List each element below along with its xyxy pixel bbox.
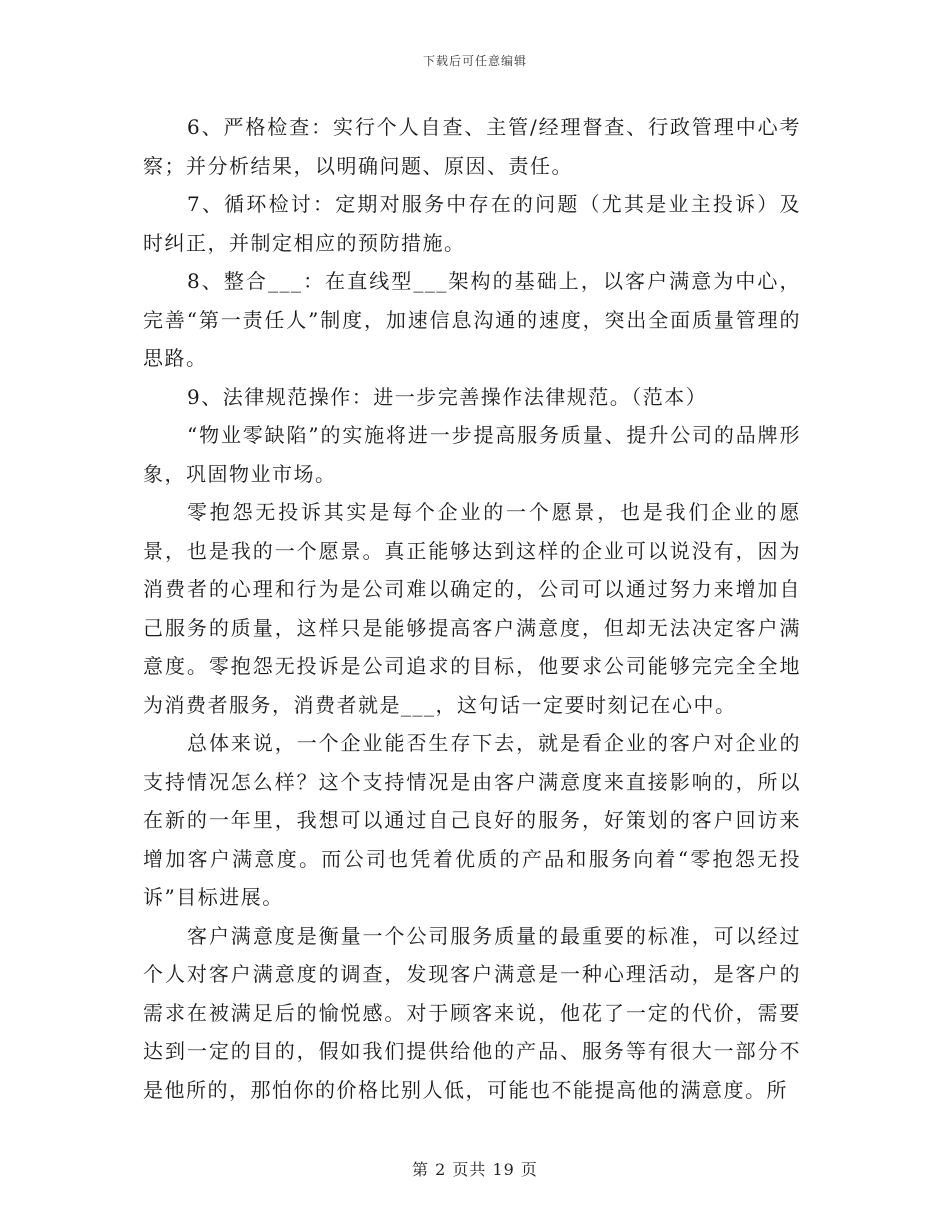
page-header: 下载后可任意编辑 — [422, 54, 527, 68]
paragraph-zero-complaint: 零抱怨无投诉其实是每个企业的一个愿景，也是我们企业的愿景，也是我的一个愿景。真正能够达到这样的企业可以说没有，因为消费者的心理和行为是公司难以确定的，公司可以通过努力来增加自己服务的质量，这样只是能够提高客户满意度，但却无法决定客户满意度。零抱怨无投诉是公司追求的目标，他要求公司能够完完全全地为消费者服务，消费者就是___，这句话一定要时刻记在心中。 — [143, 500, 801, 717]
paragraph-item-8: 8、整合___：在直线型___架构的基础上，以客户满意为中心，完善“第一责任人”制度，加速信息沟通的速度，突出全面质量管理的思路。 — [143, 269, 801, 370]
paragraph-item-9: 9、法律规范操作：进一步完善操作法律规范。（范本） — [187, 384, 708, 409]
paragraph-zero-defect: “物业零缺陷”的实施将进一步提高服务质量、提升公司的品牌形象，巩固物业市场。 — [143, 423, 801, 486]
paragraph-satisfaction: 客户满意度是衡量一个公司服务质量的最重要的标准，可以经过个人对客户满意度的调查，发现客户满意是一种心理活动，是客户的需求在被满足后的愉悦感。对于顾客来说，他花了一定的代价，需要达到一定的目的，假如我们提供给他的产品、服务等有很大一部分不是他所的，那怕你的价格比别人低，可能也不能提高他的满意度。所 — [143, 923, 801, 1102]
paragraph-item-6: 6、严格检查：实行个人自查、主管/经理督查、行政管理中心考察；并分析结果，以明确问题、原因、责任。 — [143, 115, 801, 178]
document-body — [143, 108, 801, 1109]
paragraph-summary: 总体来说，一个企业能否生存下去，就是看企业的客户对企业的支持情况怎么样？这个支持情况是由客户满意度来直接影响的，所以在新的一年里，我想可以通过自己良好的服务，好策划的客户回访来增加客户满意度。而公司也凭着优质的产品和服务向着“零抱怨无投诉”目标进展。 — [143, 731, 801, 909]
paragraph-item-7: 7、循环检讨：定期对服务中存在的问题（尤其是业主投诉）及时纠正，并制定相应的预防措施。 — [143, 192, 801, 255]
page-number: 第 2 页共 19 页 — [412, 1160, 538, 1179]
